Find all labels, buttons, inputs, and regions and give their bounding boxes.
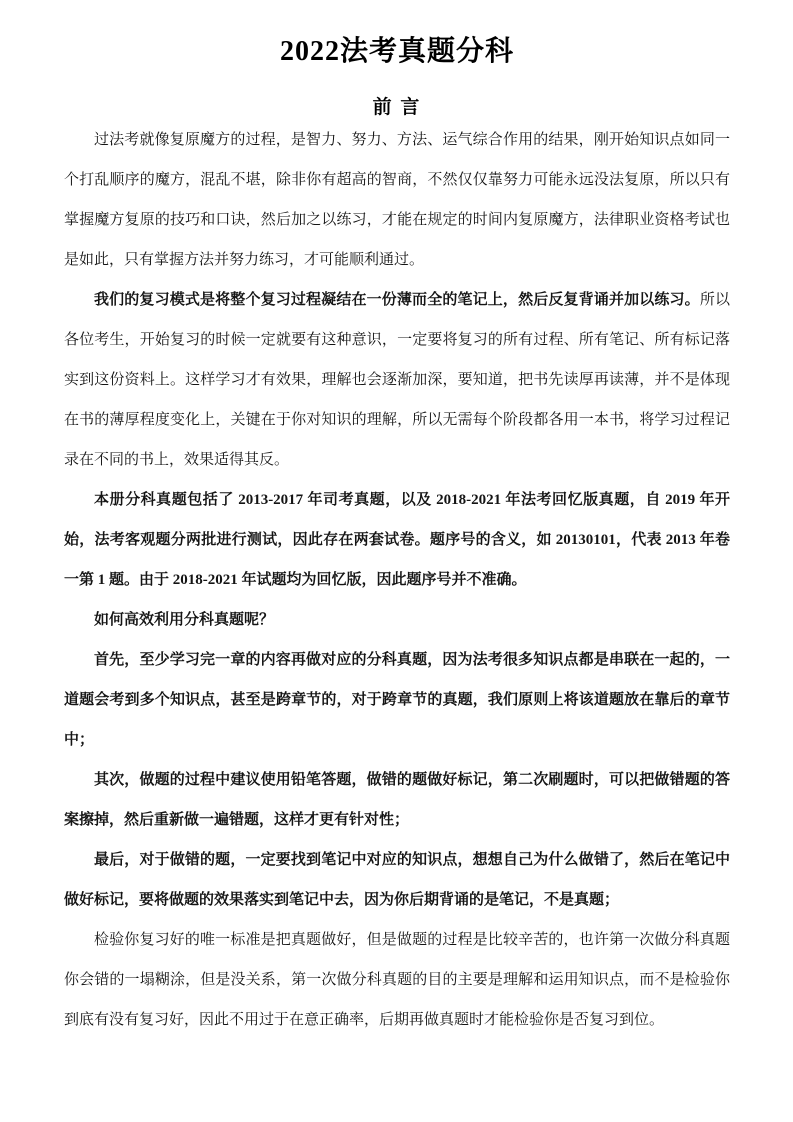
bold-text-run: 最后，对于做错的题，一定要找到笔记中对应的知识点，想想自己为什么做错了，然后在笔记中做好标记，要将做题的效果落实到笔记中去，因为你后期背诵的是笔记，不是真题； <box>64 852 730 908</box>
text-run: 过法考就像复原魔方的过程，是智力、努力、方法、运气综合作用的结果，刚开始知识点如同一个打乱顺序的魔方，混乱不堪，除非你有超高的智商，不然仅仅靠努力可能永远没法复原，所以只有掌握魔方复原的技巧和口诀，然后加之以练习，才能在规定的时间内复原魔方，法律职业资格考试也是如此，只有掌握方法并努力练习，才可能顺利通过。 <box>64 132 730 268</box>
paragraph <box>64 120 730 280</box>
bold-text-run: 首先，至少学习完一章的内容再做对应的分科真题，因为法考很多知识点都是串联在一起的，一道题会考到多个知识点，甚至是跨章节的，对于跨章节的真题，我们原则上将该道题放在靠后的章节中； <box>64 652 730 748</box>
preface-body <box>64 120 730 1040</box>
paragraph <box>64 280 730 480</box>
bold-text-run: 其次，做题的过程中建议使用铅笔答题，做错的题做好标记，第二次刷题时，可以把做错题的答案擦掉，然后重新做一遍错题，这样才更有针对性； <box>64 772 730 828</box>
bold-text-run: 本册分科真题包括了 2013-2017 年司考真题，以及 2018-2021 年法考回忆版真题，自 2019 年开始，法考客观题分两批进行测试，因此存在两套试卷。题序号的含义，如 20130101，代表 2013 年卷一第 1 题。由于 2018-2021 年试题均为回忆版，因此题序号并不准确。 <box>64 492 730 588</box>
paragraph <box>64 920 730 1040</box>
paragraph <box>64 760 730 840</box>
text-run: 所以各位考生，开始复习的时候一定就要有这种意识，一定要将复习的所有过程、所有笔记、所有标记落实到这份资料上。这样学习才有效果，理解也会逐渐加深，要知道，把书先读厚再读薄，并不是体现在书的薄厚程度变化上，关键在于你对知识的理解，所以无需每个阶段都各用一本书，将学习过程记录在不同的书上，效果适得其反。 <box>64 292 730 468</box>
preface-heading: 前 言 <box>372 97 422 118</box>
paragraph <box>64 640 730 760</box>
paragraph <box>64 480 730 600</box>
text-run: 检验你复习好的唯一标准是把真题做好，但是做题的过程是比较辛苦的，也许第一次做分科真题你会错的一塌糊涂，但是没关系，第一次做分科真题的目的主要是理解和运用知识点，而不是检验你到底有没有复习好，因此不用过于在意正确率，后期再做真题时才能检验你是否复习到位。 <box>64 932 730 1028</box>
bold-text-run: 如何高效利用分科真题呢？ <box>94 612 275 628</box>
paragraph <box>64 600 730 640</box>
bold-text-run: 我们的复习模式是将整个复习过程凝结在一份薄而全的笔记上，然后反复背诵并加以练习。 <box>94 292 700 308</box>
document-title: 2022法考真题分科 <box>279 36 514 67</box>
paragraph <box>64 840 730 920</box>
